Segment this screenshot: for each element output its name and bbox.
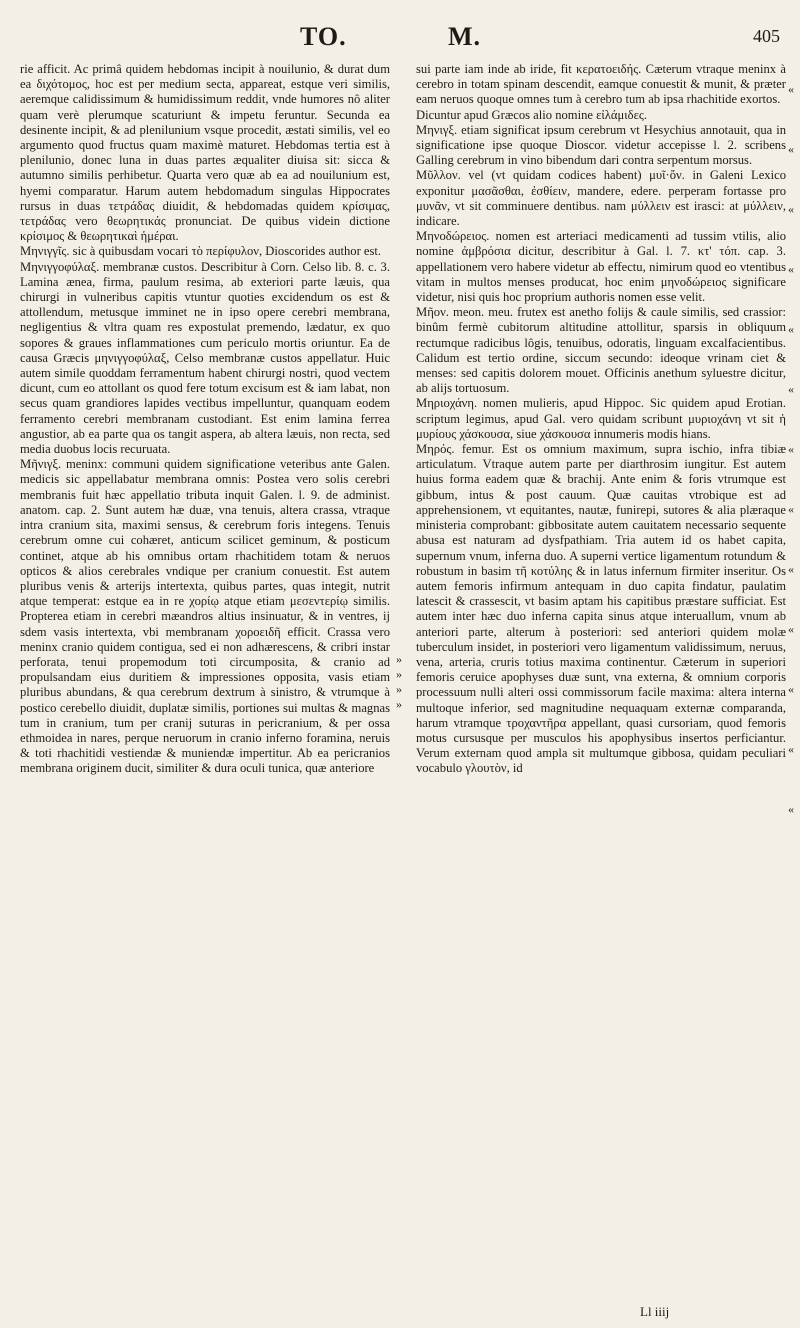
quote-mark: » [396,652,402,666]
entry-paragraph: Μῆον. meon. meu. frutex est anetho folijs & caule similis, sed crassior: binûm fermè cubitorum altitudine attollitur, sparsis in obliquum rectumque radicibus lôgis, tenuibus, odoratis, linguam excalfacientibus. Calidum est tertio ordine, siccum secundo: ideoque vrinam ciet & menses: sed capitis dolorem mouet. Officinis anethum syluestre dicitur, ab alijs tortuosum. [416,305,786,396]
running-header [0,14,800,62]
quote-mark: « [788,142,794,156]
entry-paragraph: sui parte iam inde ab iride, fit κερατοειδής. Cæterum vtraque meninx à cerebro in totam spinam descendit, eamque conuestit & munit, & præter eam neruos quoque omnes tum à cerebro tum ab ipsa rhachitide exortos. [416,62,786,107]
quote-mark: « [788,202,794,216]
header-left-word: TO. [300,22,347,51]
quote-mark: « [788,382,794,396]
entry-paragraph: Dicuntur apud Græcos alio nomine εἰλάμιδες. [416,107,648,122]
entry-paragraph: Μῆνιγξ. meninx: communi quidem significatione veteribus ante Galen. medicis sic appellabatur membrana omnis: Postea vero solis cerebri membranis fuit hæc appellatio tributa inquit Galen. l. 9. de administ. anatom. cap. 2. Sunt autem hæ duæ, vna tenuis, altera crassa, vtraque intra cranium sita, maximi sensus, & cerebrum foris integens. Tenuis cerebrum omne cui cohæret, anticum scilicet geminum, & posticum continet, atque ab his omnibus ortam rhachitidem totam & neruos opticos & alios cerebrales vndique per cranium conuestit. Est autem pluribus venis & arterijs intertexta, quibus partes, quas integit, nutrit atque temperat: estque ea in re χορίῳ atque etiam μεσεντερίῳ similis. Propterea etiam in cerebri mæandros altius insinuatur, & in ventres, ij sdem vasis intertexta, vbi membranam χοροειδῆ efficit. Crassa vero meninx cranio quidem contigua, sed ei non adhærescens, & cribri instar perforata, tenui propemodum toti circumposita, & cranio ad propulsandam eius duritiem & impressiones opposita, vasis etiam pluribus abundans, & qua cerebrum dextrum à sinistro, & vtrumque à postico cerebello diuidit, duplatæ similis, portiones sui multas & magnas tum in cranium, tum per cranij suturas in pericranium, & per ossa ethmoidea in nares, perque neruorum in cranio inferno foramina, neruis & toti rhachitidi vestiendæ & muniendæ impertitur. Ab ea pericranios membrana originem ducit, similiter & dura oculi tunica, quæ anteriore [20,457,390,776]
quote-mark: « [788,802,794,816]
quote-mark: « [788,622,794,636]
quote-mark: « [788,442,794,456]
quote-mark: » [396,682,402,696]
quote-mark: « [788,682,794,696]
quote-mark: « [788,562,794,576]
quote-mark: « [788,502,794,516]
left-gutter-quote-marks [392,62,414,1302]
left-text-column [20,62,390,1302]
entry-paragraph: Μηριοχάνη. nomen mulieris, apud Hippoc. Sic quidem apud Erotian. scriptum legimus, apud Gal. vero quidam scribunt μυριοχάνη vt sit ἡ μυρίους χάσκουσα, siue χάσκουσα innumeris modis hians. [416,396,786,441]
entry-paragraph: Μηνιγγοφύλαξ. membranæ custos. Describitur à Corn. Celso lib. 8. c. 3. Lamina ænea, firma, paulum resima, ab exteriori parte læuis, qua chirurgi in vulneribus capitis vtuntur quoties excidendum os est & attollendum, metusque imminet ne in ipso opere cerebri membrana, negligentius & vltra quam res expostulat premendo, lædatur, ex quo sopores & graues inflammationes cum periculo mortis oriuntur. Ea de causa Græcis μηνιγγοφύλαξ, Celso membranæ custos appellatur. Huic autem simile quoddam ferramentum habent chirurgi nostri, quod vectem dicunt, cum eo attollant os quod fere totum excisum est & iam labat, non secus quam grandiores lapides vectibus impelluntur, quanquam eodem ferramento cerebri membranam custodiant. Est enim lamina ferrea angustior, ab ea parte qua os tangit aspera, ab altera læuis, non recta, sed media duobus locis recuruata. [20,259,390,457]
right-text-column [416,62,786,1302]
entry-paragraph: Μῦλλον. vel (vt quidam codices habent) μυῖ·ὄν. in Galeni Lexico exponitur μασᾶσθαι, ἐσθίειν, mandere, edere. perperam fortasse pro μυνᾶν, vt sit comminuere dentibus. nam μύλλειν est irasci: at μύλλειν, indicare. [416,168,786,229]
quote-mark: » [396,667,402,681]
entry-paragraph: Μηρός. femur. Est os omnium maximum, supra ischio, infra tibiæ articulatum. Vtraque autem parte per diarthrosim iungitur. Est autem huius forma eadem quæ & brachij. Ante enim & foris vtrumque est gibbum, intus & post cauum. Quæ cauitas vtrobique est ad apprehensionem, vt equitantes, nautæ, funirepi, sutores & alia plæraque ministeria comprobant: gibbositate autem cauitatem necessario sequente abusa est naturam ad dysfpathiam. Tria autem id os habet capita, supernum vnum, inferna duo. A superni vertice ligamentum rotundum & robustum in basim τῆ κοτύλης & in latus infernum firmiter inseritur. Os autem femoris infirmum antequam in duo capita findatur, paulatim latescit & crassescit, vt basim aptam his capitibus præstare sufficiat. Est autem inter hæc duo inferna capita sinus atque interuallum, vnum ab anteriori parte, alterum à posteriori: sed anteriori quidem molæ tuberculum insidet, in posteriori vero ligamentum validissimum, neruus, vena, arteria, cruris totius maxima continentur. Cæterum in superiori femoris ceruice apophyses duæ sunt, vna externa, & omnium corporis processuum nulli alteri ossi commissorum facile maxima: altera interna multoque inferior, sed magnitudine nequaquam externæ comparanda, harum vtramque τροχαντῆρα appellant, quasi cursoriam, quod femoris motus cursusque per musculos his apophysibus insertos perficiantur. Verum externam quod ampla sit multumque gibbosa, quidam peculiari vocabulo γλουτὸν, id [416,442,786,776]
entry-paragraph: Μηνοδώρειος. nomen est arteriaci medicamenti ad tussim vtilis, alio nomine ἀμβρόσια dicitur, describitur à Gal. l. 7. κτ' τόπ. cap. 3. appellationem vero habere videtur ab effectu, nimirum quod eo vtentibus vitam in multos menses producat, hoc enim μηνοδώρειος significare videtur, nisi quis hoc proprium authoris nomen esse velit. [416,229,786,305]
entry-paragraph: rie afficit. Ac primâ quidem hebdomas incipit à nouilunio, & durat dum ea διχότομος, hoc est per medium secta, appareat, estque veri similis, aeremque calidissimum & humidissimum reddit, vnde humores nô aliter quam verè plerumque scaturiunt & impetu feruntur. Secunda ea desinente incipit, & ad plenilunium vsque procedit, æstati similis, vel eo argumento quod fructus quam maximè maturet. Hebdomas tertia est à plenilunio, donec luna in duas partes æqualiter diuisa sit: sicca & autumno similis perhibetur. Quarta vero quæ ab ea ad nouilunium est, hyemi comparatur. Harum autem hebdomadum singulas Hippocrates rursus in duas τετράδας diuidit, & hebdomadas quidem κρίσιμας, τετράδας vero θεωρητικάς pronunciat. De quibus videin dictione κρίσιμος & θεωρητικαὶ ἡμέραι. [20,62,390,244]
right-gutter-quote-marks [784,62,800,1302]
quote-mark: « [788,262,794,276]
header-right-word: M. [448,22,482,51]
quote-mark: « [788,742,794,756]
entry-paragraph: Μηνιγγῖς. sic à quibusdam vocari τὸ περίφυλον, Dioscorides author est. [20,244,382,259]
entry-paragraph: Μηνιγξ. etiam significat ipsum cerebrum vt Hesychius annotauit, qua in significatione ipse quoque Dioscor. videtur accepisse l. 2. scribens Galling cerebrum in vino bibendum dari contra serpentum morsus. [416,122,786,168]
quote-mark: « [788,82,794,96]
quote-mark: » [396,697,402,711]
quote-mark: « [788,322,794,336]
signature-mark: Ll iiij [640,1304,670,1319]
page-number: 405 [753,26,780,46]
